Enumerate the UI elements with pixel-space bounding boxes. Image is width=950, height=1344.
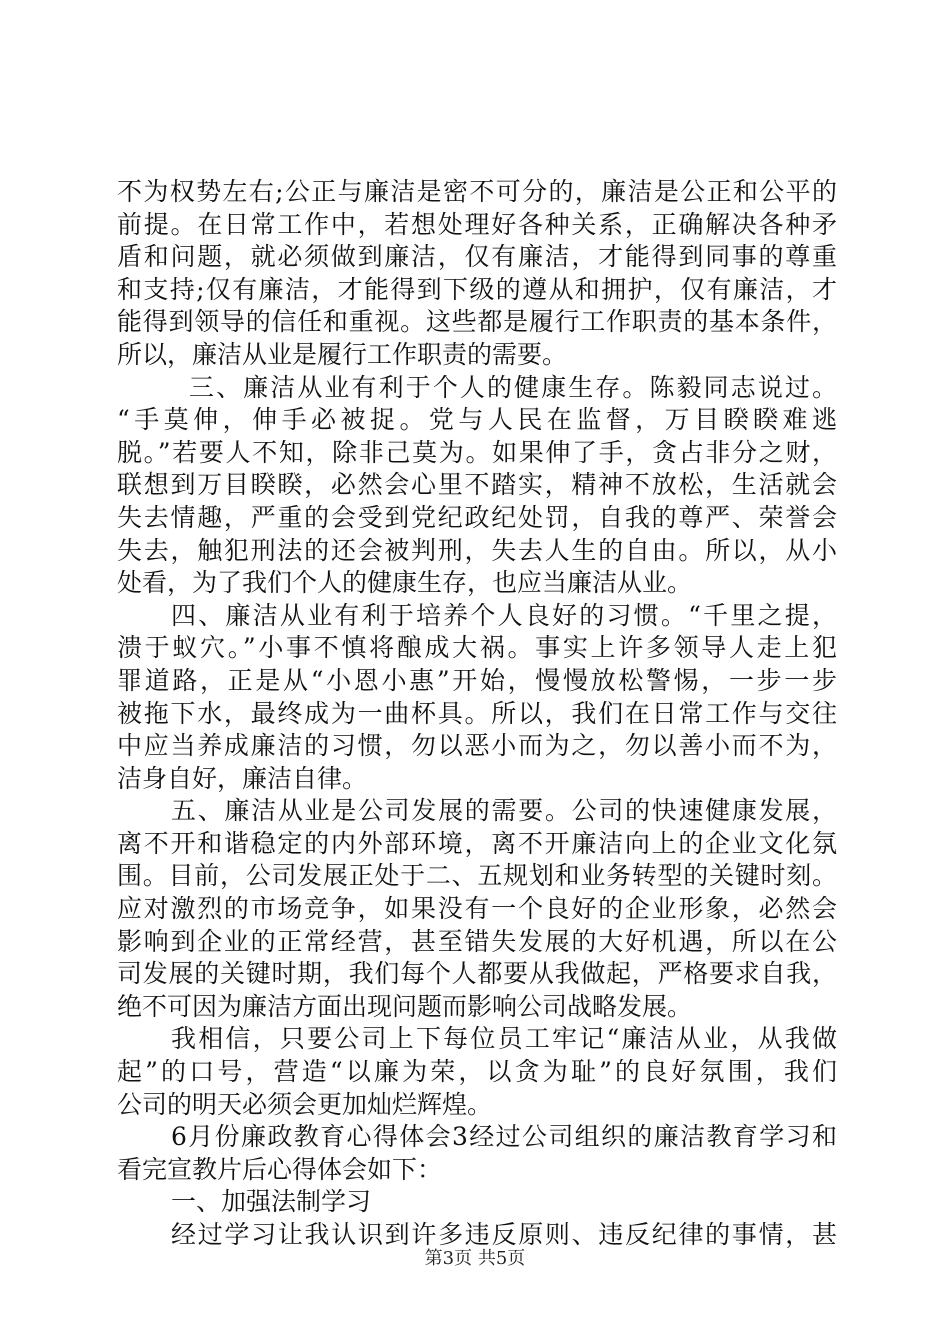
section-heading: 一、加强法制学习 bbox=[171, 1187, 372, 1217]
text-line: 联想到万目睽睽，必然会心里不踏实，精神不放松，生活就会 bbox=[117, 470, 837, 500]
page-footer: 第3页 共5页 bbox=[424, 1248, 526, 1269]
text-line: 罪道路，正是从“小恩小惠”开始，慢慢放松警惕，一步一步 bbox=[117, 665, 837, 695]
paragraph-start-line: 6月份廉政教育心得体会3经过公司组织的廉洁教育学习和 bbox=[171, 1122, 837, 1152]
text-line: 不为权势左右;公正与廉洁是密不可分的，廉洁是公正和公平的 bbox=[117, 177, 837, 206]
text-line: 应对激烈的市场竞争，如果没有一个良好的企业形象，必然会 bbox=[117, 894, 837, 924]
paragraph-start-line: 五、廉洁从业是公司发展的需要。公司的快速健康发展， bbox=[171, 796, 837, 826]
text-line: 失去情趣，严重的会受到党纪政纪处罚，自我的尊严、荣誉会 bbox=[117, 502, 837, 532]
text-line: 起”的口号，营造“以廉为荣，以贪为耻”的良好氛围，我们 bbox=[117, 1057, 837, 1087]
text-line: 中应当养成廉洁的习惯，勿以恶小而为之，勿以善小而不为， bbox=[117, 731, 837, 761]
text-line: 前提。在日常工作中，若想处理好各种关系，正确解决各种矛 bbox=[117, 209, 837, 239]
text-line: 溃于蚁穴。”小事不慎将酿成大祸。事实上许多领导人走上犯 bbox=[117, 633, 837, 663]
text-line: 影响到企业的正常经营，甚至错失发展的大好机遇，所以在公 bbox=[117, 926, 837, 956]
text-line: 洁身自好，廉洁自律。 bbox=[117, 763, 368, 793]
text-line: 和支持;仅有廉洁，才能得到下级的遵从和拥护，仅有廉洁，才 bbox=[117, 274, 837, 304]
text-line: 脱。”若要人不知，除非己莫为。如果伸了手，贪占非分之财， bbox=[117, 437, 837, 467]
paragraph-start-line: 经过学习让我认识到许多违反原则、违反纪律的事情，甚 bbox=[171, 1220, 837, 1249]
body-text bbox=[117, 176, 837, 1252]
text-line: 公司的明天必须会更加灿烂辉煌。 bbox=[117, 1089, 493, 1119]
text-line: 盾和问题，就必须做到廉洁，仅有廉洁，才能得到同事的尊重 bbox=[117, 242, 837, 272]
text-line: 离不开和谐稳定的内外部环境，离不开廉洁向上的企业文化氛 bbox=[117, 828, 837, 858]
text-line: 司发展的关键时期，我们每个人都要从我做起，严格要求自我， bbox=[117, 959, 837, 989]
paragraph-start-line: 我相信，只要公司上下每位员工牢记“廉洁从业，从我做 bbox=[171, 1024, 837, 1054]
text-line: 绝不可因为廉洁方面出现问题而影响公司战略发展。 bbox=[117, 991, 693, 1021]
text-line: 所以，廉洁从业是履行工作职责的需要。 bbox=[117, 339, 568, 369]
text-line: 处看，为了我们个人的健康生存，也应当廉洁从业。 bbox=[117, 568, 693, 598]
text-line: 失去，触犯刑法的还会被判刑，失去人生的自由。所以，从小 bbox=[117, 535, 837, 565]
text-line: 被拖下水，最终成为一曲杯具。所以，我们在日常工作与交往 bbox=[117, 698, 837, 728]
text-line: 围。目前，公司发展正处于二、五规划和业务转型的关键时刻。 bbox=[117, 861, 837, 891]
text-line: “手莫伸，伸手必被捉。党与人民在监督，万目睽睽难逃 bbox=[117, 405, 837, 435]
paragraph-start-line: 四、廉洁从业有利于培养个人良好的习惯。“千里之提， bbox=[171, 600, 837, 630]
paragraph-start-line: 三、廉洁从业有利于个人的健康生存。陈毅同志说过。 bbox=[189, 372, 837, 402]
text-line: 能得到领导的信任和重视。这些都是履行工作职责的基本条件， bbox=[117, 307, 837, 337]
text-line: 看完宣教片后心得体会如下： bbox=[117, 1154, 443, 1184]
